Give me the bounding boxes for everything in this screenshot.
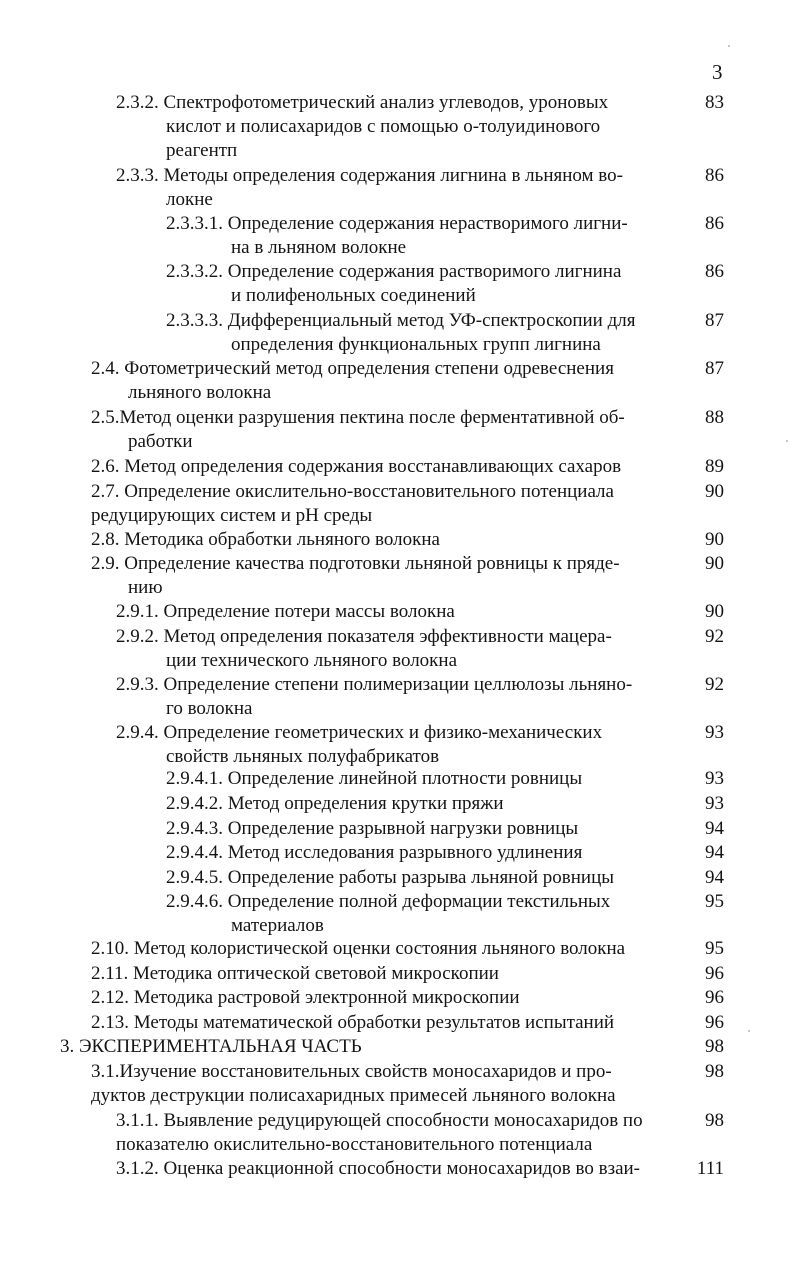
toc-entry-text: 2.8. Методика обработки льняного волокна (91, 529, 440, 550)
toc-page-number: 90 (705, 529, 724, 550)
toc-entry-text: 3.1.2. Оценка реакционной способности моносахаридов во взаи- (116, 1158, 641, 1179)
toc-entry-text: 3. ЭКСПЕРИМЕНТАЛЬНАЯ ЧАСТЬ (60, 1036, 362, 1057)
toc-page-number: 96 (705, 1012, 724, 1033)
toc-entry-text: 2.9.1. Определение потери массы волокна (116, 601, 455, 622)
toc-entry-text: 2.13. Методы математической обработки результатов испытаний (91, 1012, 615, 1033)
toc-page-number: 96 (705, 963, 724, 984)
toc-page-number: 88 (705, 407, 724, 428)
toc-entry-text: 2.3.2. Спектрофотометрический анализ углеводов, уроновых (116, 92, 609, 113)
toc-entry-text: 2.9.4.2. Метод определения крутки пряжи (166, 793, 504, 814)
toc-entry-text: нию (128, 577, 163, 598)
toc-entry-text: локне (166, 189, 213, 210)
toc-page-number: 90 (705, 481, 724, 502)
scan-speck (786, 440, 788, 442)
toc-entry-text: 2.9.4.6. Определение полной деформации текстильных (166, 891, 611, 912)
toc-page-number: 90 (705, 601, 724, 622)
toc-page-number: 95 (705, 938, 724, 959)
toc-page-number: 92 (705, 674, 724, 695)
toc-entry-text: 2.5.Метод оценки разрушения пектина после ферментативной об- (91, 407, 625, 428)
scan-speck (748, 1030, 750, 1032)
toc-page-number: 94 (705, 842, 724, 863)
page-number: 3 (712, 60, 723, 84)
scan-speck (728, 45, 730, 47)
toc-entry-text: определения функциональных групп лигнина (231, 334, 601, 355)
toc-entry-text: дуктов деструкции полисахаридных примесей льняного волокна (91, 1085, 616, 1106)
toc-entry-text: 2.3.3.2. Определение содержания растворимого лигнина (166, 261, 622, 282)
toc-page-number: 86 (705, 261, 724, 282)
toc-entry-text: работки (128, 431, 193, 452)
toc-page-number: 87 (705, 310, 724, 331)
toc-entry-text: 2.10. Метод колористической оценки состояния льняного волокна (91, 938, 626, 959)
toc-page-number: 95 (705, 891, 724, 912)
toc-entry-text: 2.7. Определение окислительно-восстановительного потенциала (91, 481, 614, 502)
toc-page-number: 87 (705, 358, 724, 379)
toc-entry-text: 2.11. Методика оптической световой микроскопии (91, 963, 499, 984)
toc-entry-text: 2.6. Метод определения содержания восстанавливающих сахаров (91, 456, 622, 477)
toc-entry-text: показателю окислительно-восстановительного потенциала (116, 1134, 593, 1155)
toc-entry-text: льняного волокна (128, 382, 272, 403)
toc-entry-text: редуцирующих систем и pH среды (91, 505, 373, 526)
toc-page-number: 92 (705, 626, 724, 647)
toc-page-number: 93 (705, 768, 724, 789)
toc-page-number: 83 (705, 92, 724, 113)
toc-page-number: 86 (705, 213, 724, 234)
toc-entry-text: 2.9. Определение качества подготовки льняной ровницы к пряде- (91, 553, 620, 574)
toc-entry-text: 2.9.4. Определение геометрических и физико-механических (116, 722, 603, 743)
toc-page-number: 93 (705, 722, 724, 743)
toc-page-number: 86 (705, 165, 724, 186)
toc-entry-text: 2.3.3.3. Дифференциальный метод УФ-спектроскопии для (166, 310, 636, 331)
toc-entry-text: 2.9.3. Определение степени полимеризации целлюлозы льняно- (116, 674, 633, 695)
toc-entry-text: 2.9.4.4. Метод исследования разрывного удлинения (166, 842, 583, 863)
toc-page-number: 93 (705, 793, 724, 814)
toc-entry-text: и полифенольных соединений (231, 285, 476, 306)
toc-page-number: 98 (705, 1110, 724, 1131)
toc-entry-text: реагентп (166, 140, 238, 161)
toc-page-number: 98 (705, 1061, 724, 1082)
toc-entry-text: свойств льняных полуфабрикатов (166, 746, 440, 767)
toc-entry-text: 2.3.3.1. Определение содержания нерастворимого лигни- (166, 213, 628, 234)
toc-page-number: 96 (705, 987, 724, 1008)
toc-entry-text: 2.9.2. Метод определения показателя эффективности мацера- (116, 626, 612, 647)
toc-entry-text: 3.1.1. Выявление редуцирующей способности моносахаридов по (116, 1110, 643, 1131)
toc-entry-text: 2.12. Методика растровой электронной микроскопии (91, 987, 520, 1008)
toc-entry-text: материалов (231, 915, 324, 936)
toc-entry-text: 2.3.3. Методы определения содержания лигнина в льняном во- (116, 165, 623, 186)
toc-entry-text: 3.1.Изучение восстановительных свойств моносахаридов и про- (91, 1061, 612, 1082)
toc-page-number: 111 (696, 1158, 724, 1179)
toc-entry-text: 2.9.4.1. Определение линейной плотности ровницы (166, 768, 583, 789)
toc-entry-text: на в льняном волокне (231, 237, 407, 258)
toc-entry-text: 2.9.4.3. Определение разрывной нагрузки ровницы (166, 818, 579, 839)
toc-entry-text: го волокна (166, 698, 253, 719)
toc-entry-text: кислот и полисахаридов с помощью о-толуидинового (166, 116, 601, 137)
toc-page-number: 89 (705, 456, 724, 477)
toc-page-number: 98 (705, 1036, 724, 1057)
toc-entry-text: 2.4. Фотометрический метод определения степени одревеснения (91, 358, 614, 379)
toc-page-number: 94 (705, 867, 724, 888)
toc-entry-text: 2.9.4.5. Определение работы разрыва льняной ровницы (166, 867, 615, 888)
toc-page-number: 94 (705, 818, 724, 839)
toc-page-number: 90 (705, 553, 724, 574)
toc-entry-text: ции технического льняного волокна (166, 650, 458, 671)
